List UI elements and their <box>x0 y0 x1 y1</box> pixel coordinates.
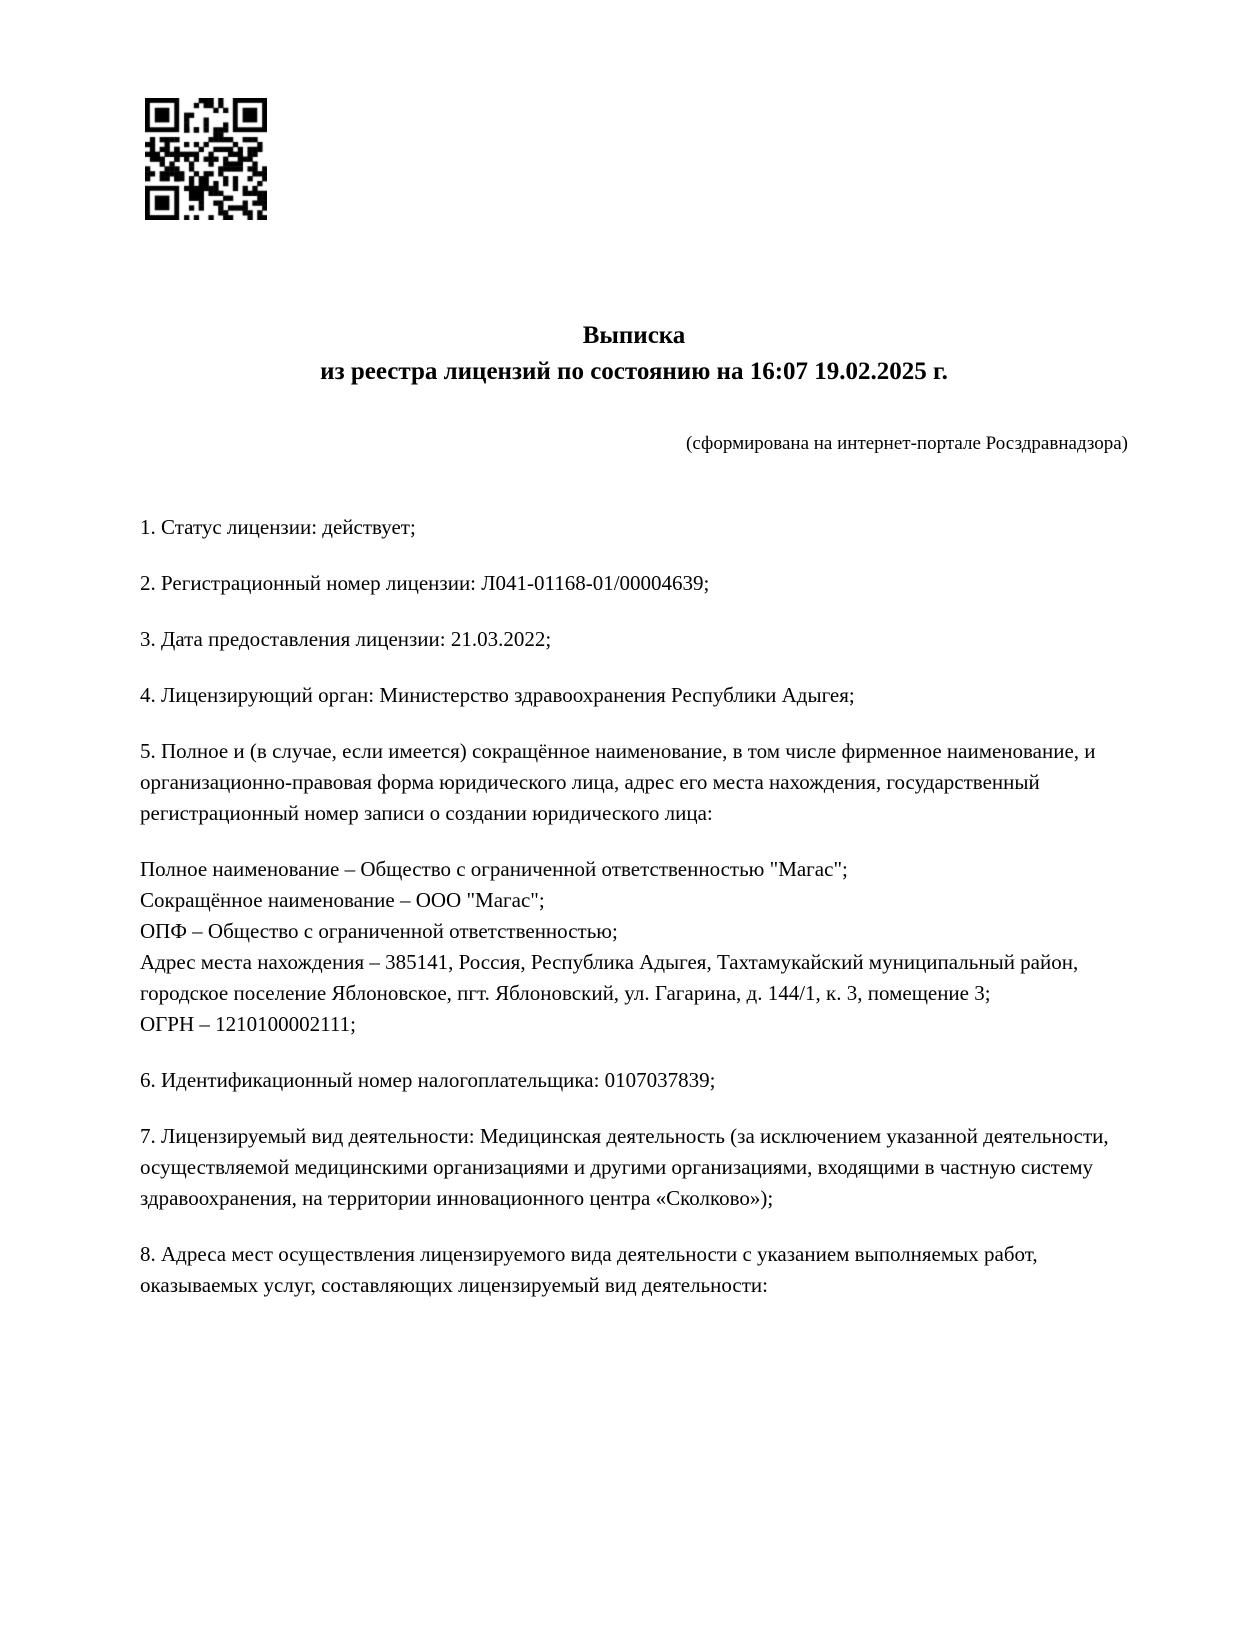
entity-full-name: Полное наименование – Общество с ограниченной ответственностью "Магас"; <box>140 857 848 881</box>
document-title <box>140 318 1128 390</box>
paragraph-5-entity-intro: 5. Полное и (в случае, если имеется) сокращённое наименование, в том числе фирменное наименование, и организационно-правовая форма юридического лица, адрес его места нахождения, государственный регистрационный номер записи о создании юридического лица: <box>140 739 1096 825</box>
entity-short-name: Сокращённое наименование – ООО "Магас"; <box>140 888 545 912</box>
paragraph-3-license-date: 3. Дата предоставления лицензии: 21.03.2022; <box>140 627 552 651</box>
source-note: (сформирована на интернет-портале Росздравнадзора) <box>686 433 1128 454</box>
entity-ogrn: ОГРН – 1210100002111; <box>140 1012 356 1036</box>
title-line-1: Выписка <box>582 322 686 349</box>
entity-address: Адрес места нахождения – 385141, Россия, Республика Адыгея, Тахтамукайский муниципальный район, городское поселение Яблоновское, пгт. Яблоновский, ул. Гагарина, д. 144/1, к. 3, помещение 3; <box>140 950 1079 1005</box>
title-line-2: из реестра лицензий по состоянию на 16:07 19.02.2025 г. <box>320 358 948 385</box>
entity-legal-form: ОПФ – Общество с ограниченной ответственностью; <box>140 919 618 943</box>
entity-details-block <box>140 854 1128 1040</box>
paragraph-7-activity-type: 7. Лицензируемый вид деятельности: Медицинская деятельность (за исключением указанной деятельности, осуществляемой медицинскими организациями и другими организациями, входящими в частную систему здравоохранения, на территории инновационного центра «Сколково»); <box>140 1124 1109 1210</box>
document-content <box>140 0 1128 1326</box>
document-body <box>140 512 1128 1301</box>
paragraph-4-licensing-authority: 4. Лицензирующий орган: Министерство здравоохранения Республики Адыгея; <box>140 683 855 707</box>
paragraph-6-inn: 6. Идентификационный номер налогоплательщика: 0107037839; <box>140 1068 716 1092</box>
paragraph-8-activity-addresses: 8. Адреса мест осуществления лицензируемого вида деятельности с указанием выполняемых работ, оказываемых услуг, составляющих лицензируемый вид деятельности: <box>140 1242 1038 1297</box>
paragraph-1-status: 1. Статус лицензии: действует; <box>140 515 416 539</box>
paragraph-2-registration-number: 2. Регистрационный номер лицензии: Л041-01168-01/00004639; <box>140 571 710 595</box>
